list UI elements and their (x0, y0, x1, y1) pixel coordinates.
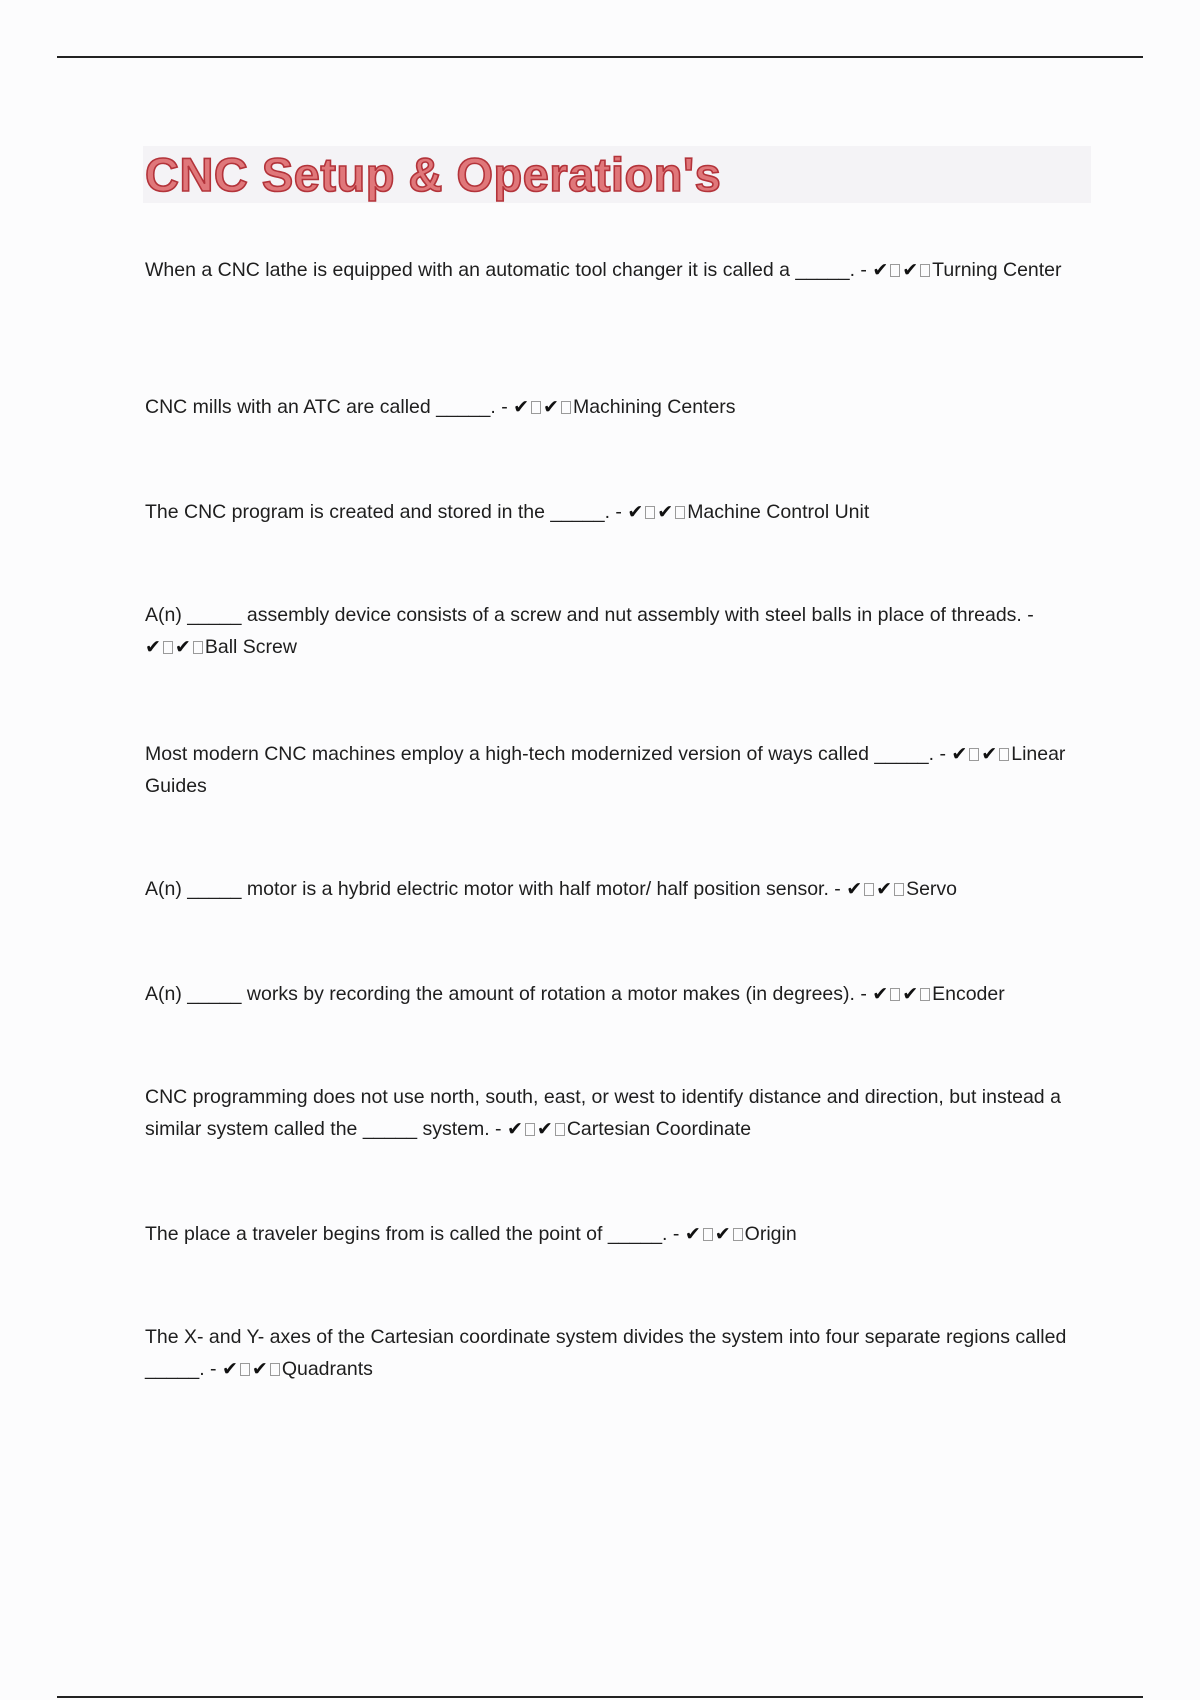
checkbox-glyph-icon (675, 506, 685, 519)
checkmark-icon: ✔ (513, 396, 530, 418)
answer-text: Turning Center (932, 259, 1062, 281)
checkbox-glyph-icon (733, 1228, 743, 1241)
qa-item (145, 599, 1075, 663)
checkmark-icon: ✔ (145, 636, 161, 658)
checkmark-icon: ✔ (902, 983, 919, 1005)
qa-item (145, 254, 1075, 286)
checkbox-glyph-icon (890, 988, 900, 1001)
checkmark-icon: ✔ (951, 743, 968, 765)
answer-marker (627, 501, 687, 523)
question-text: Most modern CNC machines employ a high-tech modernized version of ways called _____. - (145, 743, 952, 765)
checkmark-icon: ✔ (902, 259, 919, 281)
qa-item (145, 1321, 1075, 1385)
answer-text: Linear Guides (145, 743, 1066, 797)
checkbox-glyph-icon (561, 401, 571, 414)
answer-text: Ball Screw (204, 636, 297, 658)
answer-marker (685, 1223, 745, 1245)
checkmark-icon: ✔ (872, 259, 889, 281)
checkbox-glyph-icon (555, 1123, 565, 1136)
answer-marker (507, 1118, 567, 1140)
qa-item (145, 496, 1075, 528)
checkbox-glyph-icon (193, 641, 203, 654)
question-text: The CNC program is created and stored in the _____. - (145, 501, 628, 523)
checkbox-glyph-icon (864, 883, 874, 896)
answer-text: Cartesian Coordinate (566, 1118, 752, 1140)
checkmark-icon: ✔ (872, 983, 889, 1005)
checkmark-icon: ✔ (506, 1118, 523, 1140)
checkmark-icon: ✔ (981, 743, 998, 765)
checkbox-glyph-icon (525, 1123, 535, 1136)
answer-marker (846, 878, 906, 900)
checkbox-glyph-icon (531, 401, 541, 414)
answer-marker (951, 743, 1011, 765)
checkbox-glyph-icon (999, 748, 1009, 761)
checkmark-icon: ✔ (684, 1223, 701, 1245)
answer-marker (145, 636, 205, 658)
checkmark-icon: ✔ (876, 878, 893, 900)
checkmark-icon: ✔ (657, 501, 674, 523)
qa-item (145, 391, 1075, 423)
checkmark-icon: ✔ (846, 878, 863, 900)
question-text: The X- and Y- axes of the Cartesian coordinate system divides the system into four separate regions called _____. - (145, 1326, 1067, 1380)
checkbox-glyph-icon (163, 641, 173, 654)
answer-marker (872, 983, 932, 1005)
checkbox-glyph-icon (920, 988, 930, 1001)
checkbox-glyph-icon (894, 883, 904, 896)
top-rule (57, 56, 1143, 58)
answer-marker (513, 396, 573, 418)
answer-marker (872, 259, 932, 281)
checkbox-glyph-icon (969, 748, 979, 761)
qa-item (145, 873, 1075, 905)
question-text: A(n) _____ assembly device consists of a screw and nut assembly with steel balls in place of threads. - (145, 604, 1034, 626)
qa-item (145, 738, 1075, 802)
qa-item (145, 978, 1075, 1010)
checkbox-glyph-icon (920, 264, 930, 277)
question-text: CNC programming does not use north, south, east, or west to identify distance and direction, but instead a similar system called the _____ system. - (145, 1086, 1061, 1140)
answer-text: Machining Centers (572, 396, 736, 418)
question-text: The place a traveler begins from is called the point of _____. - (145, 1223, 685, 1245)
checkbox-glyph-icon (703, 1228, 713, 1241)
qa-item (145, 1218, 1075, 1250)
document-title: CNC Setup & Operation's (145, 148, 722, 201)
checkbox-glyph-icon (240, 1363, 250, 1376)
question-text: A(n) _____ motor is a hybrid electric motor with half motor/ half position sensor. - (145, 878, 847, 900)
checkmark-icon: ✔ (174, 636, 191, 658)
question-text: A(n) _____ works by recording the amount of rotation a motor makes (in degrees). - (145, 983, 873, 1005)
checkmark-icon: ✔ (714, 1223, 731, 1245)
answer-text: Encoder (932, 983, 1005, 1005)
answer-text: Machine Control Unit (687, 501, 870, 523)
checkmark-icon: ✔ (543, 396, 559, 418)
question-text: CNC mills with an ATC are called _____. - (145, 396, 514, 418)
answer-text: Origin (744, 1223, 797, 1245)
answer-marker (222, 1358, 282, 1380)
checkbox-glyph-icon (890, 264, 900, 277)
checkmark-icon: ✔ (627, 501, 644, 523)
checkmark-icon: ✔ (221, 1358, 238, 1380)
checkmark-icon: ✔ (251, 1358, 268, 1380)
bottom-rule (57, 1696, 1143, 1698)
checkmark-icon: ✔ (536, 1118, 553, 1140)
checkbox-glyph-icon (645, 506, 655, 519)
answer-text: Servo (906, 878, 958, 900)
answer-text: Quadrants (281, 1358, 373, 1380)
checkbox-glyph-icon (270, 1363, 280, 1376)
question-text: When a CNC lathe is equipped with an automatic tool changer it is called a _____. - (145, 259, 873, 281)
qa-item (145, 1081, 1075, 1145)
